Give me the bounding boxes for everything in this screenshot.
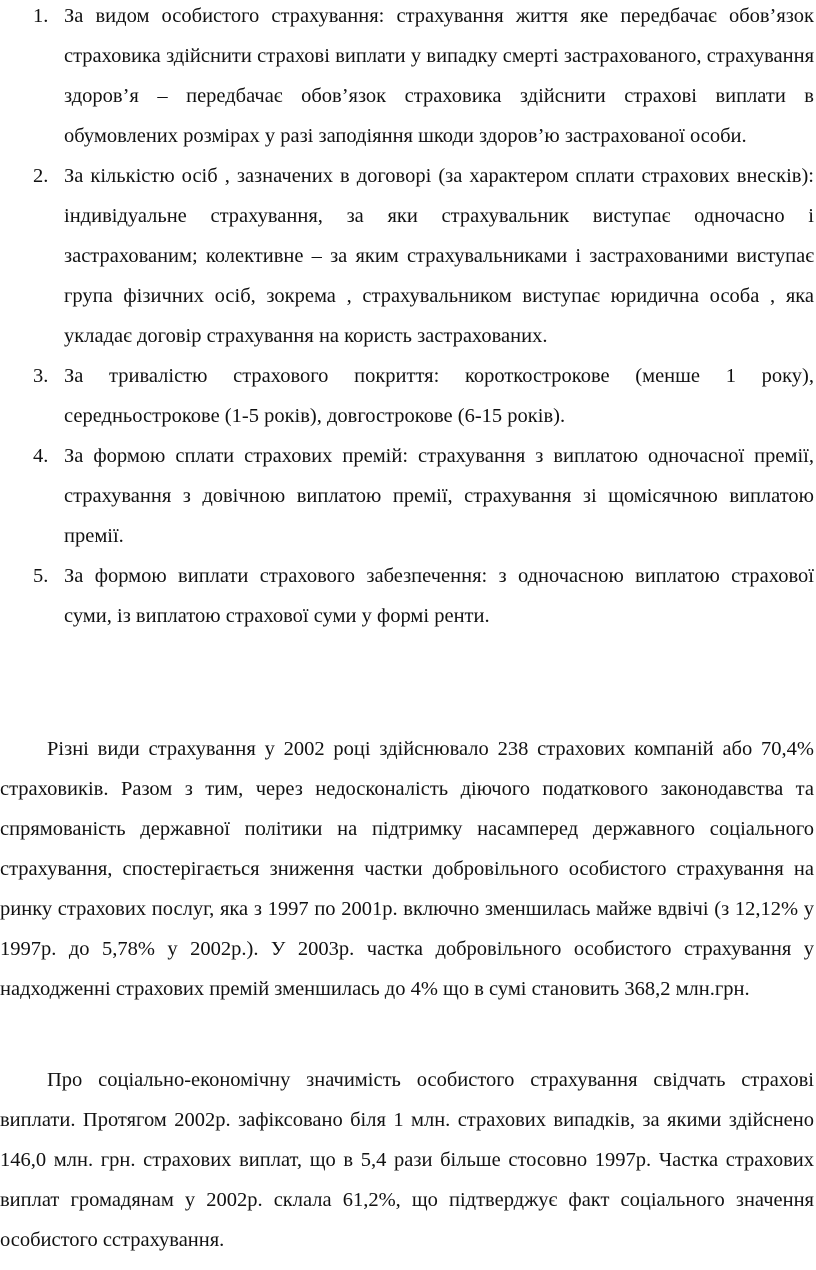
paragraph-insurance-payments: Про соціально-економічну значимість особистого страхування свідчать страхові виплати. Протягом 2002р. зафіксовано біля 1 млн. страхових випадків, за якими здійснено 146,0 млн. грн. страхових виплат, що в 5,4 рази більше стосовно 1997р. Частка страхових виплат громадянам у 2002р. склала 61,2%, що підтверджує факт соціального значення особистого сстрахування. [0,1069,814,1251]
list-item-number: 1. [33,5,49,27]
list-item-text: За видом особистого страхування: страхування життя яке передбачає обов’язок страховика здійснити страхові виплати у випадку смерті застрахованого, страхування здоров’я – передбачає обов’язок страховика здійснити страхові виплати в обумовлених розмірах у разі заподіяння шкоди здоров’ю застрахованої особи. [64,5,814,147]
list-item [0,0,816,156]
list-item [0,556,816,636]
list-item-number: 5. [33,565,49,587]
list-item-text: За формою виплати страхового забезпечення: з одночасною виплатою страхової суми, із виплатою страхової суми у формі ренти. [64,565,814,627]
list-item [0,156,816,356]
list-item-text: За формою сплати страхових премій: страхування з виплатою одночасної премії, страхування з довічною виплатою премії, страхування зі щомісячною виплатою премії. [64,445,814,547]
list-item-number: 4. [33,445,49,467]
list-item-text: За кількістю осіб , зазначених в договорі (за характером сплати страхових внесків): індивідуальне страхування, за яки страхувальник виступає одночасно і застрахованим; колективне – за яким страхувальниками і застрахованими виступає група фізичних осіб, зокрема , страхувальником виступає юридична особа , яка укладає договір страхування на користь застрахованих. [64,165,814,347]
list-item-number: 2. [33,165,49,187]
paragraph-companies-statistics: Різні види страхування у 2002 році здійснювало 238 страхових компаній або 70,4% страховиків. Разом з тим, через недосконаліcть діючого податкового законодавства та спрямованість державної політики на підтримку насамперед державного соціального страхування, спостерігається зниження частки добровільного особистого страхування на ринку страхових послуг, яка з 1997 по 2001р. включно зменшилась майже вдвічі (з 12,12% у 1997р. до 5,78% у 2002р.). У 2003р. частка добровільного особистого страхування у надходженні страхових премій зменшилась до 4% що в сумі становить 368,2 млн.грн. [0,738,814,1000]
list-item [0,356,816,436]
list-item-text: За тривалістю страхового покриття: короткострокове (менше 1 року), середньострокове (1-5 років), довгострокове (6-15 років). [64,365,814,427]
list-item [0,436,816,556]
list-item-number: 3. [33,365,49,387]
